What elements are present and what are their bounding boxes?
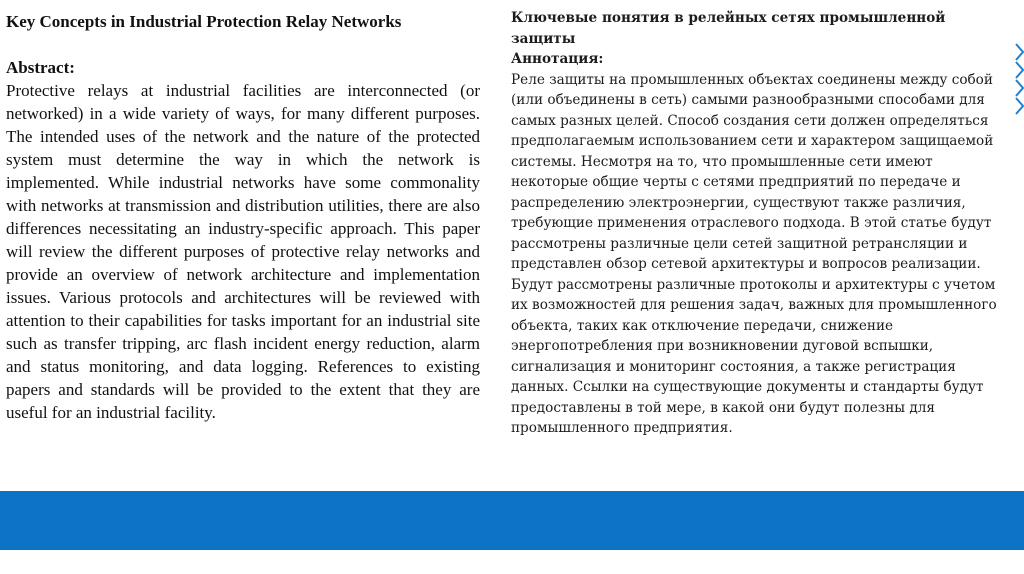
footer-band	[0, 491, 1024, 550]
russian-column	[511, 8, 1004, 439]
english-column	[6, 10, 480, 424]
english-abstract-heading: Abstract:	[6, 58, 75, 77]
footer-strip	[0, 550, 1024, 574]
english-abstract-body: Protective relays at industrial facilities are interconnected (or networked) in a wide variety of ways, for many different purposes. The intended uses of the network and the nature of the protected system must determine the way in which the network is implemented. While industrial networks have some commonality with networks at transmission and distribution utilities, there are also differences necessitating an industry-specific approach. This paper will review the different purposes of protective relay networks and provide an overview of network architecture and implementation issues. Various protocols and architectures will be reviewed with attention to their capabilities for tasks important for an industrial site such as transfer tripping, arc flash incident energy reduction, alarm and status monitoring, and data logging. References to existing papers and standards will be provided to the extent that they are useful for an industrial facility.	[6, 81, 480, 422]
russian-title: Ключевые понятия в релейных сетях промышленной защиты	[511, 10, 946, 47]
english-title: Key Concepts in Industrial Protection Relay Networks	[6, 12, 402, 31]
decorative-arrows-icon	[1010, 0, 1024, 120]
russian-abstract-body: Реле защиты на промышленных объектах соединены между собой (или объединены в сеть) самыми разнообразными способами для самых разных целей. Способ создания сети должен определяться предполагаемым использованием сети и характером защищаемой системы. Несмотря на то, что промышленные сети имеют некоторые общие черты с сетями предприятий по передаче и распределению электроэнергии, существуют также различия, требующие применения отраслевого подхода. В этой статье будут рассмотрены различные цели сетей защитной ретрансляции и представлен обзор сетевой архитектуры и вопросов реализации. Будут рассмотрены различные протоколы и архитектуры с учетом их возможностей для решения задач, важных для промышленного объекта, таких как отключение передачи, снижение энергопотребления при возникновении дуговой вспышки, сигнализация и мониторинг состояния, а также регистрация данных. Ссылки на существующие документы и стандарты будут предоставлены в той мере, в какой они будут полезны для промышленного предприятия.	[511, 71, 997, 436]
russian-abstract-heading: Аннотация:	[511, 51, 604, 67]
